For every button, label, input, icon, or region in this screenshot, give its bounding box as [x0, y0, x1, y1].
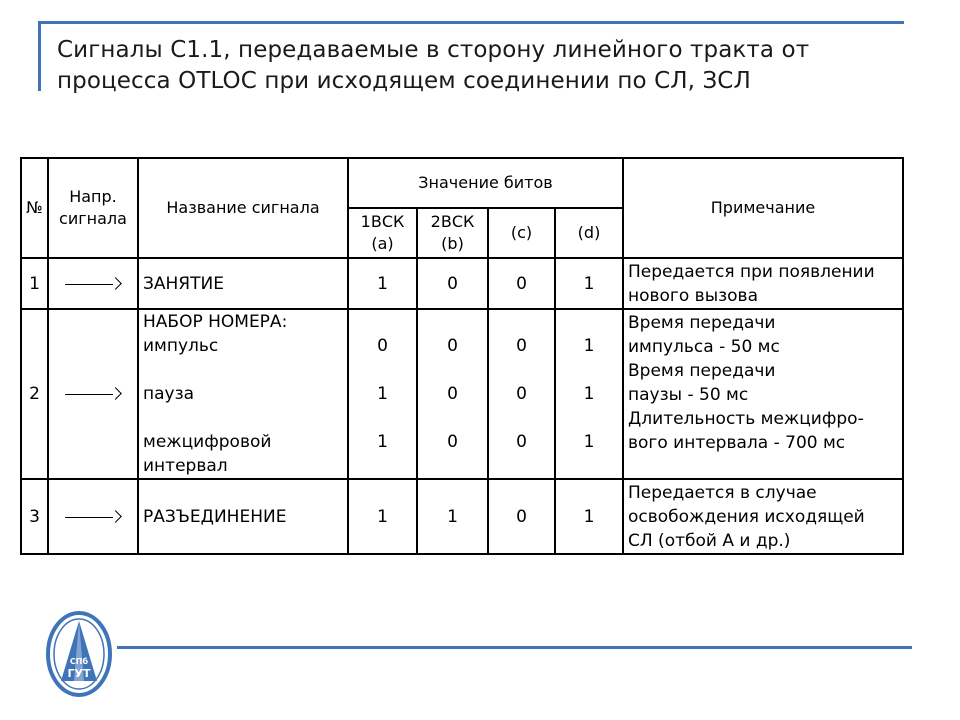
row2-name — [138, 309, 348, 479]
signals-table — [20, 157, 904, 555]
row2-note — [623, 309, 903, 479]
row2-impulse-bit-a: 0 — [377, 336, 388, 356]
footer-rule — [117, 646, 912, 649]
row3-name: РАЗЪЕДИНЕНИЕ — [138, 479, 348, 554]
row3-bit-b: 1 — [417, 479, 488, 554]
table-row — [21, 258, 903, 309]
row2-interval-bit-a: 1 — [377, 432, 388, 452]
row3-bit-d: 1 — [555, 479, 623, 554]
row3-note-line3: СЛ (отбой А и др.) — [628, 531, 791, 551]
row2-name-impulse: импульс — [143, 336, 219, 356]
row3-num: 3 — [21, 479, 48, 554]
row1-bit-c: 0 — [488, 258, 555, 309]
right-arrow-icon — [65, 278, 121, 290]
header-bit-b-line1: 2ВСК — [430, 212, 475, 231]
row1-bit-a: 1 — [348, 258, 417, 309]
title-left-rule — [38, 21, 41, 91]
table-row — [21, 309, 903, 479]
row2-note-line5: Длительность межцифро- — [628, 409, 864, 429]
row2-bit-c — [488, 309, 555, 479]
row1-note-line1: Передается при появлении — [628, 262, 875, 282]
row2-impulse-bit-d: 1 — [583, 336, 595, 356]
header-bit-a-line2: (a) — [371, 234, 394, 253]
row2-pause-bit-c: 0 — [516, 384, 527, 404]
row3-note-line1: Передается в случае — [628, 483, 817, 503]
signals-table-container — [20, 157, 904, 555]
row1-num: 1 — [21, 258, 48, 309]
row2-interval-bit-d: 1 — [583, 432, 595, 452]
row2-note-line6: вого интервала - 700 мс — [628, 433, 846, 453]
row1-note — [623, 258, 903, 309]
row2-name-header: НАБОР НОМЕРА: — [143, 312, 288, 332]
header-bit-b — [417, 208, 488, 258]
row2-note-line4: паузы - 50 мс — [628, 385, 749, 405]
header-bit-c: (c) — [488, 208, 555, 258]
row3-bit-c: 0 — [488, 479, 555, 554]
row2-pause-bit-d: 1 — [583, 384, 595, 404]
header-bit-d: (d) — [555, 208, 623, 258]
logo-text-top: СПб — [69, 657, 89, 666]
row1-name: ЗАНЯТИЕ — [138, 258, 348, 309]
row2-note-line1: Время передачи — [628, 313, 776, 333]
row3-note-line2: освобождения исходящей — [628, 507, 865, 527]
row2-direction — [48, 309, 138, 479]
row2-impulse-bit-b: 0 — [447, 336, 458, 356]
row1-direction — [48, 258, 138, 309]
row2-name-interval-line1: межцифровой — [143, 432, 272, 452]
row2-interval-bit-b: 0 — [447, 432, 458, 452]
table-row — [21, 479, 903, 554]
right-arrow-icon — [65, 511, 121, 523]
row1-bit-d: 1 — [555, 258, 623, 309]
row2-pause-bit-a: 1 — [377, 384, 388, 404]
header-bit-b-line2: (b) — [441, 234, 464, 253]
slide-title: Сигналы С1.1, передаваемые в сторону линейного тракта от процесса OTLOC при исходящем соединении по СЛ, ЗСЛ — [57, 37, 810, 94]
row2-num: 2 — [21, 309, 48, 479]
header-num: № — [21, 158, 48, 258]
row2-interval-bit-c: 0 — [516, 432, 527, 452]
row2-note-line3: Время передачи — [628, 361, 776, 381]
header-note: Примечание — [623, 158, 903, 258]
row1-bit-b: 0 — [417, 258, 488, 309]
row2-name-pause: пауза — [143, 384, 195, 404]
right-arrow-icon — [65, 388, 121, 400]
row2-bit-d — [555, 309, 623, 479]
row3-direction — [48, 479, 138, 554]
header-direction: Напр. сигнала — [48, 158, 138, 258]
row2-pause-bit-b: 0 — [447, 384, 458, 404]
row2-note-line2: импульса - 50 мс — [628, 337, 780, 357]
row2-bit-a — [348, 309, 417, 479]
row2-impulse-bit-c: 0 — [516, 336, 527, 356]
row3-note — [623, 479, 903, 554]
header-bits-group: Значение битов — [348, 158, 623, 208]
row2-bit-b — [417, 309, 488, 479]
row2-name-interval-line2: интервал — [143, 456, 228, 476]
header-bit-a-line1: 1ВСК — [360, 212, 405, 231]
header-name: Название сигнала — [138, 158, 348, 258]
university-logo — [44, 611, 114, 701]
row3-bit-a: 1 — [348, 479, 417, 554]
logo-text-bottom: ГУТ — [67, 667, 91, 680]
row1-note-line2: нового вызова — [628, 286, 758, 306]
header-bit-a — [348, 208, 417, 258]
title-top-rule — [38, 21, 904, 24]
